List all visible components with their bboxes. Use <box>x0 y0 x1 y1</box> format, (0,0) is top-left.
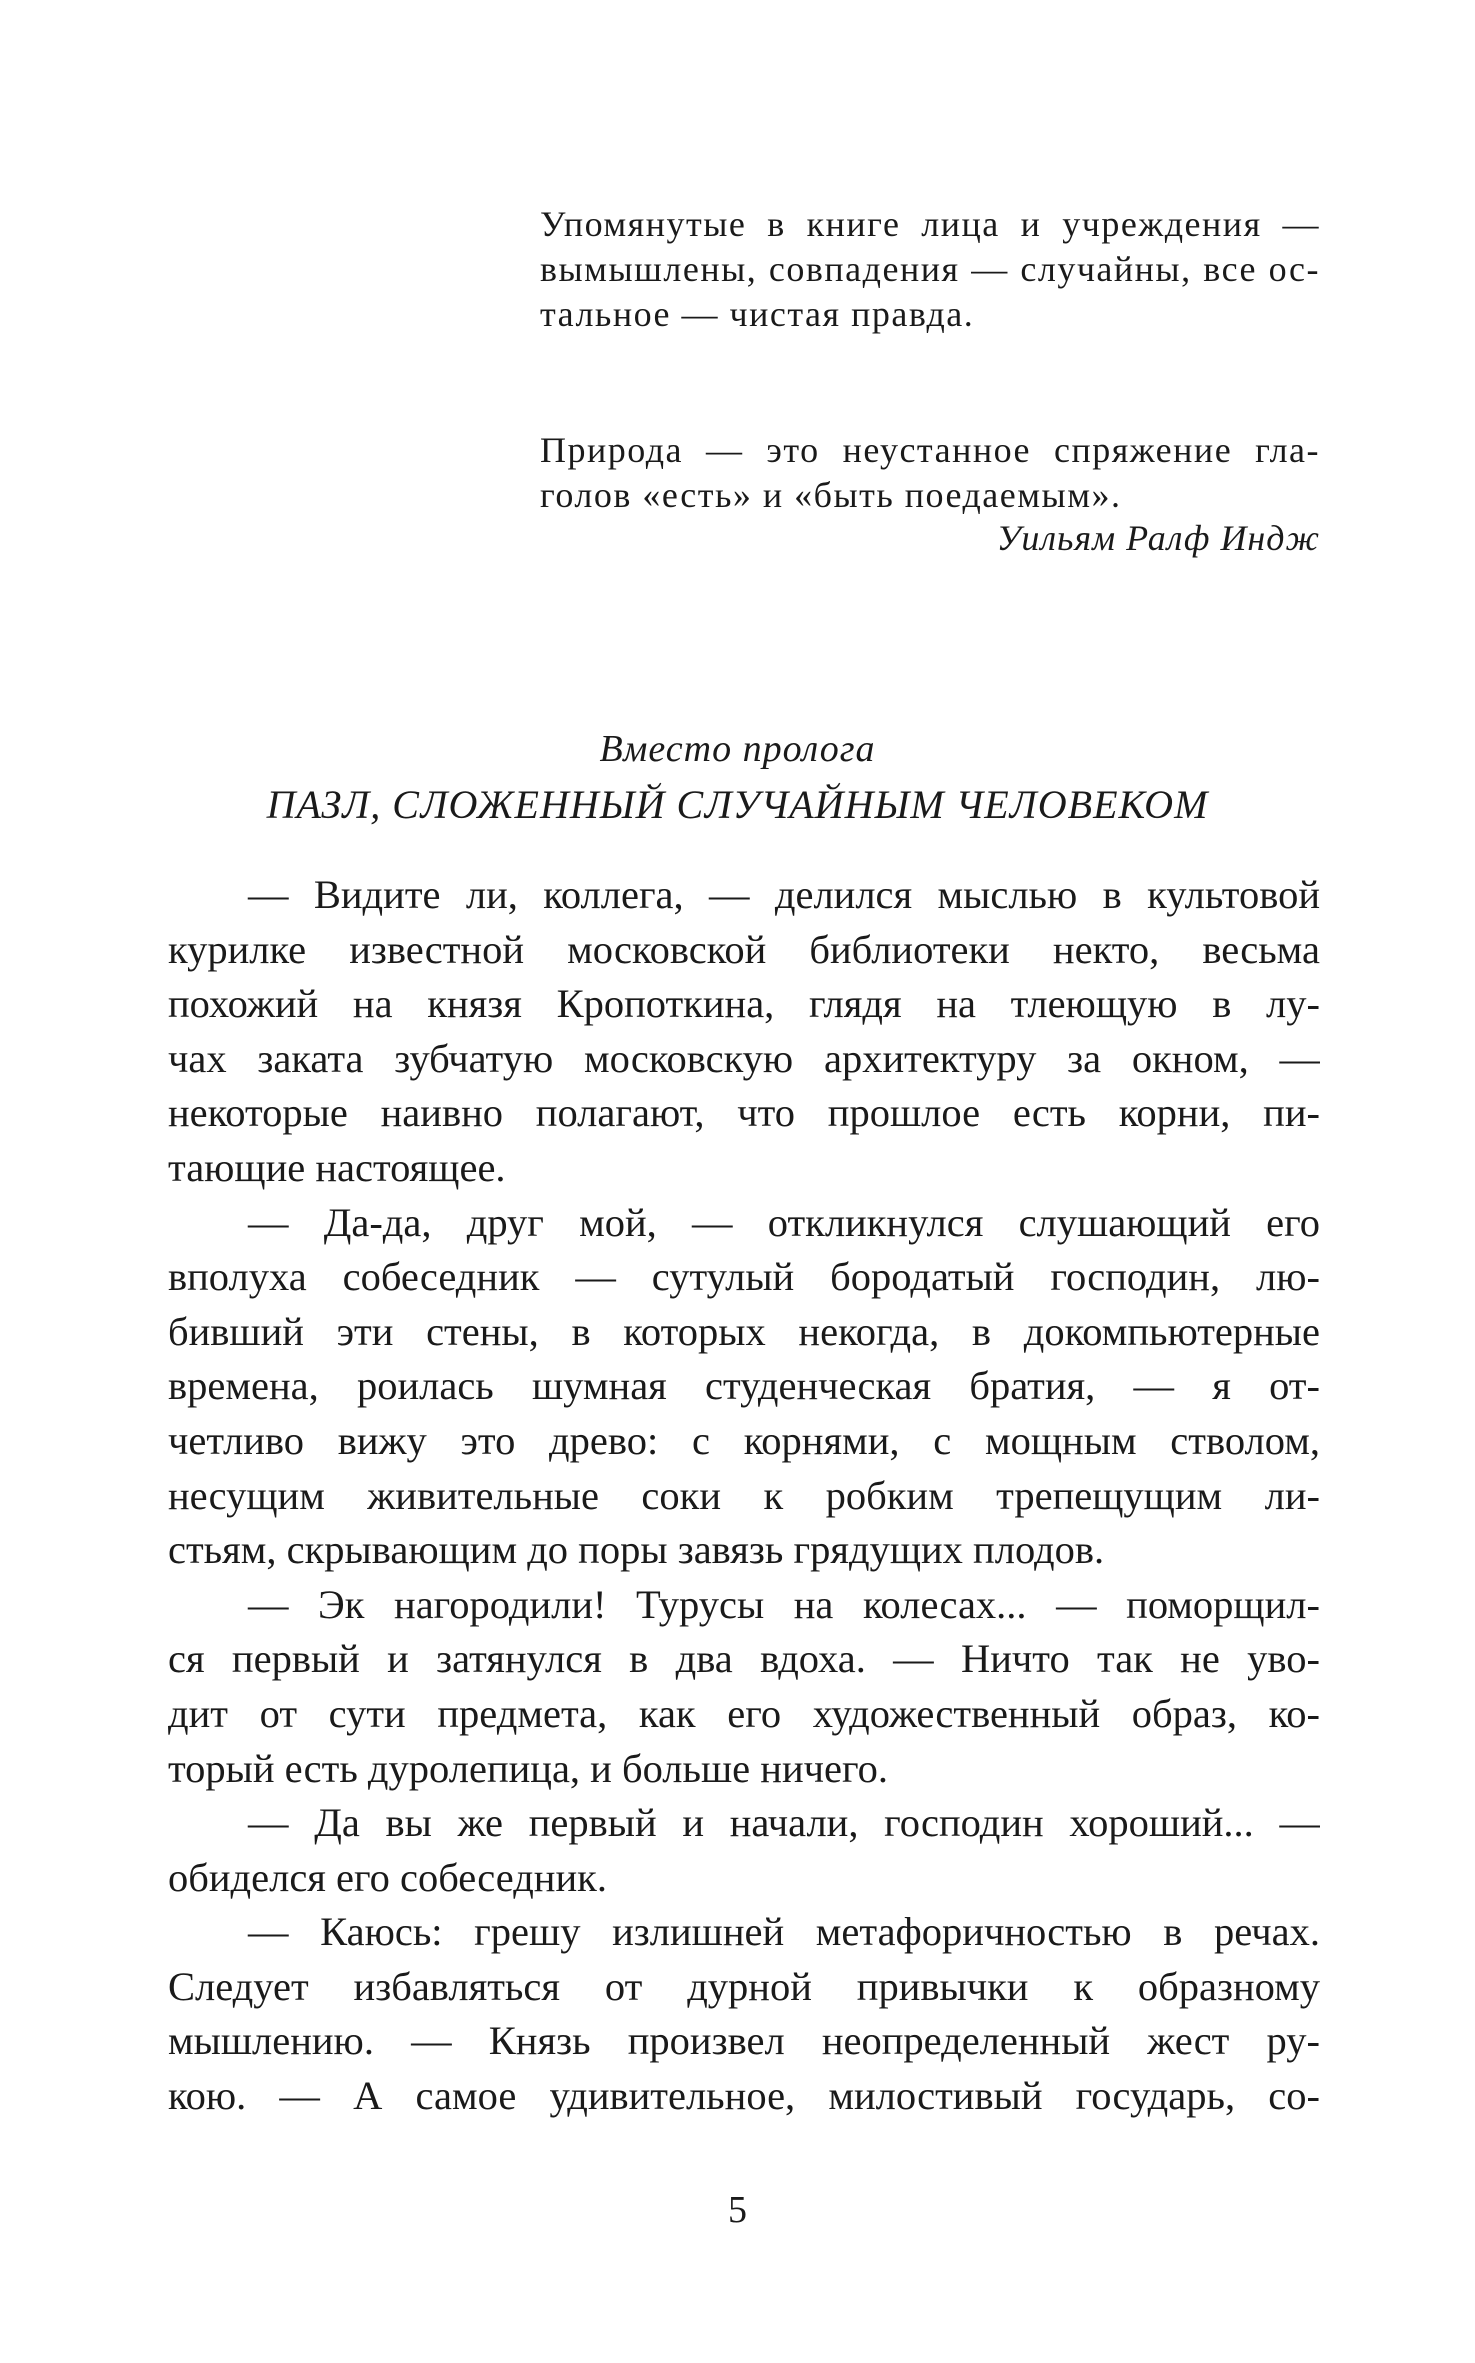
body-line: — Эк нагородили! Турусы на колесах... — поморщил- <box>248 1581 1320 1627</box>
body-line: торый есть дуролепица, и больше ничего. <box>168 1745 888 1791</box>
epigraph-disclaimer <box>540 202 1320 337</box>
body-line: похожий на князя Кропоткина, глядя на тлеющую в лу- <box>168 981 1320 1027</box>
body-line: четливо вижу это древо: с корнями, с мощным стволом, <box>168 1417 1320 1463</box>
epigraph-line: вымышлены, совпадения — случайны, все ос- <box>540 249 1320 289</box>
body-line: чах заката зубчатую московскую архитектуру за окном, — <box>168 1035 1320 1081</box>
body-line: дит от сути предмета, как его художественный образ, ко- <box>168 1690 1320 1736</box>
epigraph-line: Упомянутые в книге лица и учреждения — <box>540 204 1320 244</box>
body-line: тающие настоящее. <box>168 1144 506 1190</box>
body-text <box>168 868 1320 2124</box>
body-line: кою. — А самое удивительное, милостивый государь, со- <box>168 2073 1320 2119</box>
body-line: — Да-да, друг мой, — откликнулся слушающий его <box>248 1199 1320 1245</box>
epigraph-line: Природа — это неустанное спряжение гла- <box>540 430 1320 470</box>
body-line: — Видите ли, коллега, — делился мыслью в культовой <box>248 872 1320 917</box>
chapter-subtitle: Вместо пролога <box>599 728 876 770</box>
epigraph-author: Уильям Ралф Индж <box>996 518 1320 558</box>
body-line: ся первый и затянулся в два вдоха. — Ничто так не уво- <box>168 1636 1320 1682</box>
body-line: некоторые наивно полагают, что прошлое есть корни, пи- <box>168 1090 1320 1136</box>
epigraph-line: голов «есть» и «быть поедаемым». <box>540 475 1122 515</box>
epigraph-quote <box>540 428 1320 518</box>
epigraph-line: тальное — чистая правда. <box>540 294 975 334</box>
body-line: — Да вы же первый и начали, господин хороший... — <box>248 1800 1320 1846</box>
body-line: обиделся его собеседник. <box>168 1854 607 1900</box>
body-line: вполуха собеседник — сутулый бородатый господин, лю- <box>168 1254 1320 1300</box>
body-line: курилке известной московской библиотеки некто, весьма <box>168 926 1320 972</box>
page-number: 5 <box>728 2189 747 2231</box>
body-line: бивший эти стены, в которых некогда, в докомпьютерные <box>168 1308 1320 1354</box>
body-line: Следует избавляться от дурной привычки к образному <box>168 1963 1320 2009</box>
body-line: времена, роилась шумная студенческая братия, — я от- <box>168 1363 1320 1409</box>
body-line: стьям, скрывающим до поры завязь грядущих плодов. <box>168 1527 1105 1573</box>
body-line: — Каюсь: грешу излишней метафоричностью в речах. <box>248 1909 1320 1955</box>
chapter-title: ПАЗЛ, СЛОЖЕННЫЙ СЛУЧАЙНЫМ ЧЕЛОВЕКОМ <box>266 782 1209 827</box>
body-line: мышлению. — Князь произвел неопределенный жест ру- <box>168 2018 1320 2064</box>
body-line: несущим живительные соки к робким трепещущим ли- <box>168 1472 1320 1518</box>
